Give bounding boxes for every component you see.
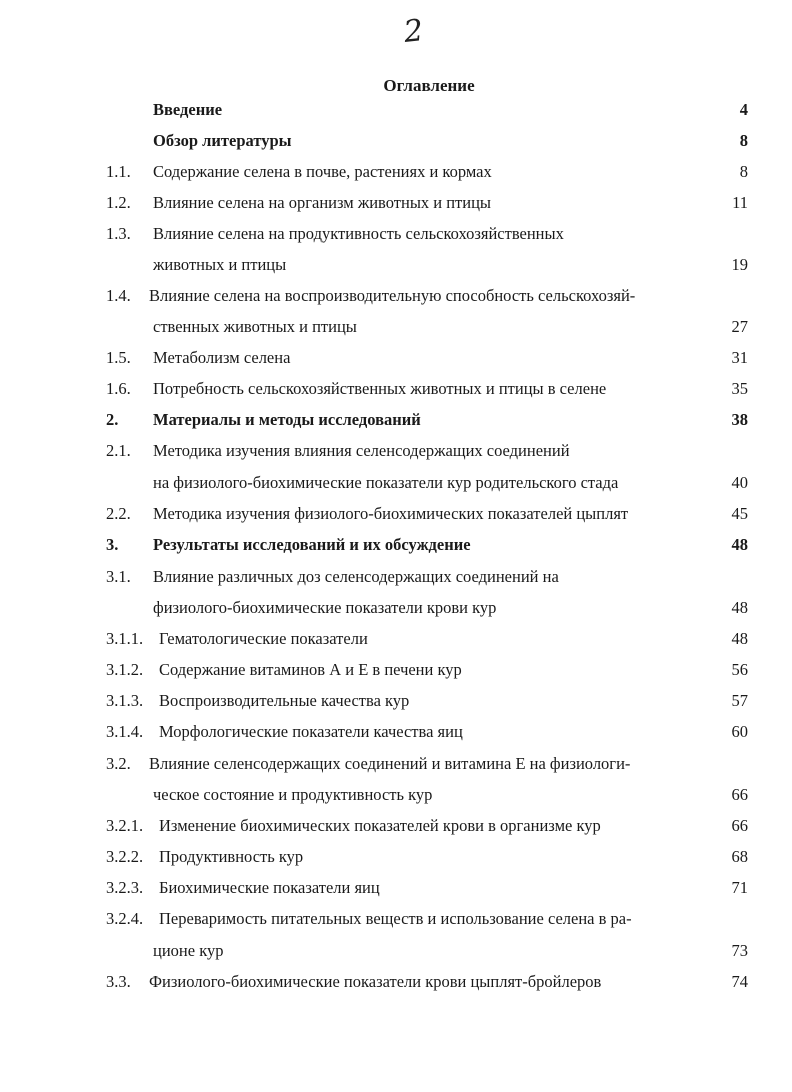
toc-entry bbox=[0, 783, 792, 807]
toc-entry bbox=[0, 689, 792, 713]
toc-entry-text: физиолого-биохимические показатели крови кур bbox=[153, 598, 497, 617]
toc-entry-number: 3.2.2. bbox=[106, 847, 144, 866]
toc-entry-text: Методика изучения влияния селенсодержащих соединений bbox=[153, 441, 570, 460]
toc-entry-page: 56 bbox=[731, 660, 748, 679]
toc-entry-text: Обзор литературы bbox=[153, 131, 292, 150]
toc-entry-text: ческое состояние и продуктивность кур bbox=[153, 785, 433, 804]
toc-entry-page: 11 bbox=[732, 193, 748, 212]
toc-entry-page: 8 bbox=[739, 131, 748, 150]
toc-entry-number: 1.5. bbox=[106, 348, 131, 367]
toc-entry-number: 2.1. bbox=[106, 441, 131, 460]
toc-entry-page: 8 bbox=[739, 162, 748, 181]
toc-entry-text: Влияние различных доз селенсодержащих соединений на bbox=[153, 567, 559, 586]
toc-entry-number: 2.2. bbox=[106, 504, 131, 523]
toc-entry-text: Влияние селена на продуктивность сельскохозяйственных bbox=[153, 224, 564, 243]
toc-entry-text: Гематологические показатели bbox=[159, 629, 368, 648]
toc-entry bbox=[0, 471, 792, 495]
toc-entry bbox=[0, 533, 792, 557]
toc-entry bbox=[0, 907, 792, 931]
toc-entry-number: 3.2. bbox=[106, 754, 131, 773]
toc-entry-text: Изменение биохимических показателей крови в организме кур bbox=[159, 816, 601, 835]
toc-title: Оглавление bbox=[383, 76, 475, 95]
toc-entry-text: Метаболизм селена bbox=[153, 348, 291, 367]
toc-entry bbox=[0, 876, 792, 900]
toc-entry-number: 1.3. bbox=[106, 224, 131, 243]
toc-entry-text: Биохимические показатели яиц bbox=[159, 878, 380, 897]
toc-entry-page: 38 bbox=[731, 410, 748, 429]
toc-entry-number: 2. bbox=[106, 410, 119, 429]
toc-entry-number: 3.2.4. bbox=[106, 909, 144, 928]
toc-entry bbox=[0, 845, 792, 869]
toc-entry-number: 1.6. bbox=[106, 379, 131, 398]
toc-entry-number: 3.1.2. bbox=[106, 660, 144, 679]
toc-entry bbox=[0, 565, 792, 589]
toc-entry-text: Продуктивность кур bbox=[159, 847, 304, 866]
toc-entry-page: 4 bbox=[739, 100, 748, 119]
toc-entry-text: Потребность сельскохозяйственных животных и птицы в селене bbox=[153, 379, 607, 398]
toc-entry bbox=[0, 502, 792, 526]
toc-entry-number: 1.1. bbox=[106, 162, 131, 181]
toc-entry bbox=[0, 720, 792, 744]
toc-entry-text: Физиолого-биохимические показатели крови цыплят-бройлеров bbox=[149, 972, 602, 991]
toc-entry bbox=[0, 439, 792, 463]
toc-entry bbox=[0, 377, 792, 401]
toc-entry bbox=[0, 222, 792, 246]
toc-entry bbox=[0, 315, 792, 339]
toc-entry bbox=[0, 346, 792, 370]
toc-entry bbox=[0, 596, 792, 620]
toc-entry-number: 3.2.3. bbox=[106, 878, 144, 897]
toc-entry-text: ственных животных и птицы bbox=[153, 317, 357, 336]
toc-entry-text: Введение bbox=[153, 100, 223, 119]
toc-entry bbox=[0, 814, 792, 838]
toc-entry-page: 68 bbox=[731, 847, 748, 866]
toc-entry-text: Содержание селена в почве, растениях и кормах bbox=[153, 162, 492, 181]
toc-entry-page: 31 bbox=[731, 348, 748, 367]
toc-entry-text: Воспроизводительные качества кур bbox=[159, 691, 410, 710]
toc-entry-page: 71 bbox=[731, 878, 748, 897]
toc-entry bbox=[0, 752, 792, 776]
toc-entry-text: Влияние селена на организм животных и птицы bbox=[153, 193, 492, 212]
toc-entry-text: Результаты исследований и их обсуждение bbox=[153, 535, 471, 554]
toc-entry-text: Влияние селенсодержащих соединений и витамина Е на физиологи- bbox=[149, 754, 631, 773]
toc-entry-page: 27 bbox=[731, 317, 748, 336]
toc-entry-page: 73 bbox=[731, 941, 748, 960]
toc-entry bbox=[0, 627, 792, 651]
toc-entry bbox=[0, 160, 792, 184]
toc-entry-number: 3. bbox=[106, 535, 119, 554]
toc-entry-page: 48 bbox=[731, 629, 748, 648]
toc-entry-page: 66 bbox=[731, 816, 748, 835]
toc-entry-page: 48 bbox=[731, 535, 748, 554]
toc-entry bbox=[0, 658, 792, 682]
toc-entry-page: 45 bbox=[731, 504, 748, 523]
toc-entry bbox=[0, 284, 792, 308]
toc-entry bbox=[0, 939, 792, 963]
toc-entry-page: 48 bbox=[731, 598, 748, 617]
toc-entry bbox=[0, 129, 792, 153]
toc-entry-number: 3.1. bbox=[106, 567, 131, 586]
toc-entry-number: 3.3. bbox=[106, 972, 131, 991]
toc-entry-text: Влияние селена на воспроизводительную способность сельскохозяй- bbox=[149, 286, 636, 305]
toc-entry-page: 19 bbox=[731, 255, 748, 274]
toc-entry-number: 3.1.3. bbox=[106, 691, 144, 710]
toc-entry-number: 1.4. bbox=[106, 286, 131, 305]
toc-entry-number: 3.1.1. bbox=[106, 629, 144, 648]
toc-entry-text: Содержание витаминов А и Е в печени кур bbox=[159, 660, 462, 679]
toc-entry-text: Морфологические показатели качества яиц bbox=[159, 722, 463, 741]
toc-entry-page: 40 bbox=[731, 473, 748, 492]
toc-entry-page: 35 bbox=[731, 379, 748, 398]
toc-entry-number: 1.2. bbox=[106, 193, 131, 212]
toc-entry bbox=[0, 408, 792, 432]
toc-entry bbox=[0, 98, 792, 122]
toc-entry-number: 3.1.4. bbox=[106, 722, 144, 741]
toc-entry-page: 60 bbox=[731, 722, 748, 741]
toc-entry-text: на физиолого-биохимические показатели кур родительского стада bbox=[153, 473, 619, 492]
toc-entry-number: 3.2.1. bbox=[106, 816, 144, 835]
toc-entry bbox=[0, 253, 792, 277]
toc-entry bbox=[0, 970, 792, 994]
toc-entry-text: Переваримость питательных веществ и использование селена в ра- bbox=[159, 909, 632, 928]
toc-entry-page: 74 bbox=[731, 972, 748, 991]
toc-entry-text: животных и птицы bbox=[153, 255, 287, 274]
toc-entry-text: Методика изучения физиолого-биохимических показателей цыплят bbox=[153, 504, 629, 523]
handwritten-page-number: 2 bbox=[402, 13, 425, 50]
toc-entry-page: 66 bbox=[731, 785, 748, 804]
toc-entry bbox=[0, 191, 792, 215]
toc-entry-text: ционе кур bbox=[153, 941, 224, 960]
toc-entry-text: Материалы и методы исследований bbox=[153, 410, 421, 429]
toc-entry-page: 57 bbox=[731, 691, 748, 710]
